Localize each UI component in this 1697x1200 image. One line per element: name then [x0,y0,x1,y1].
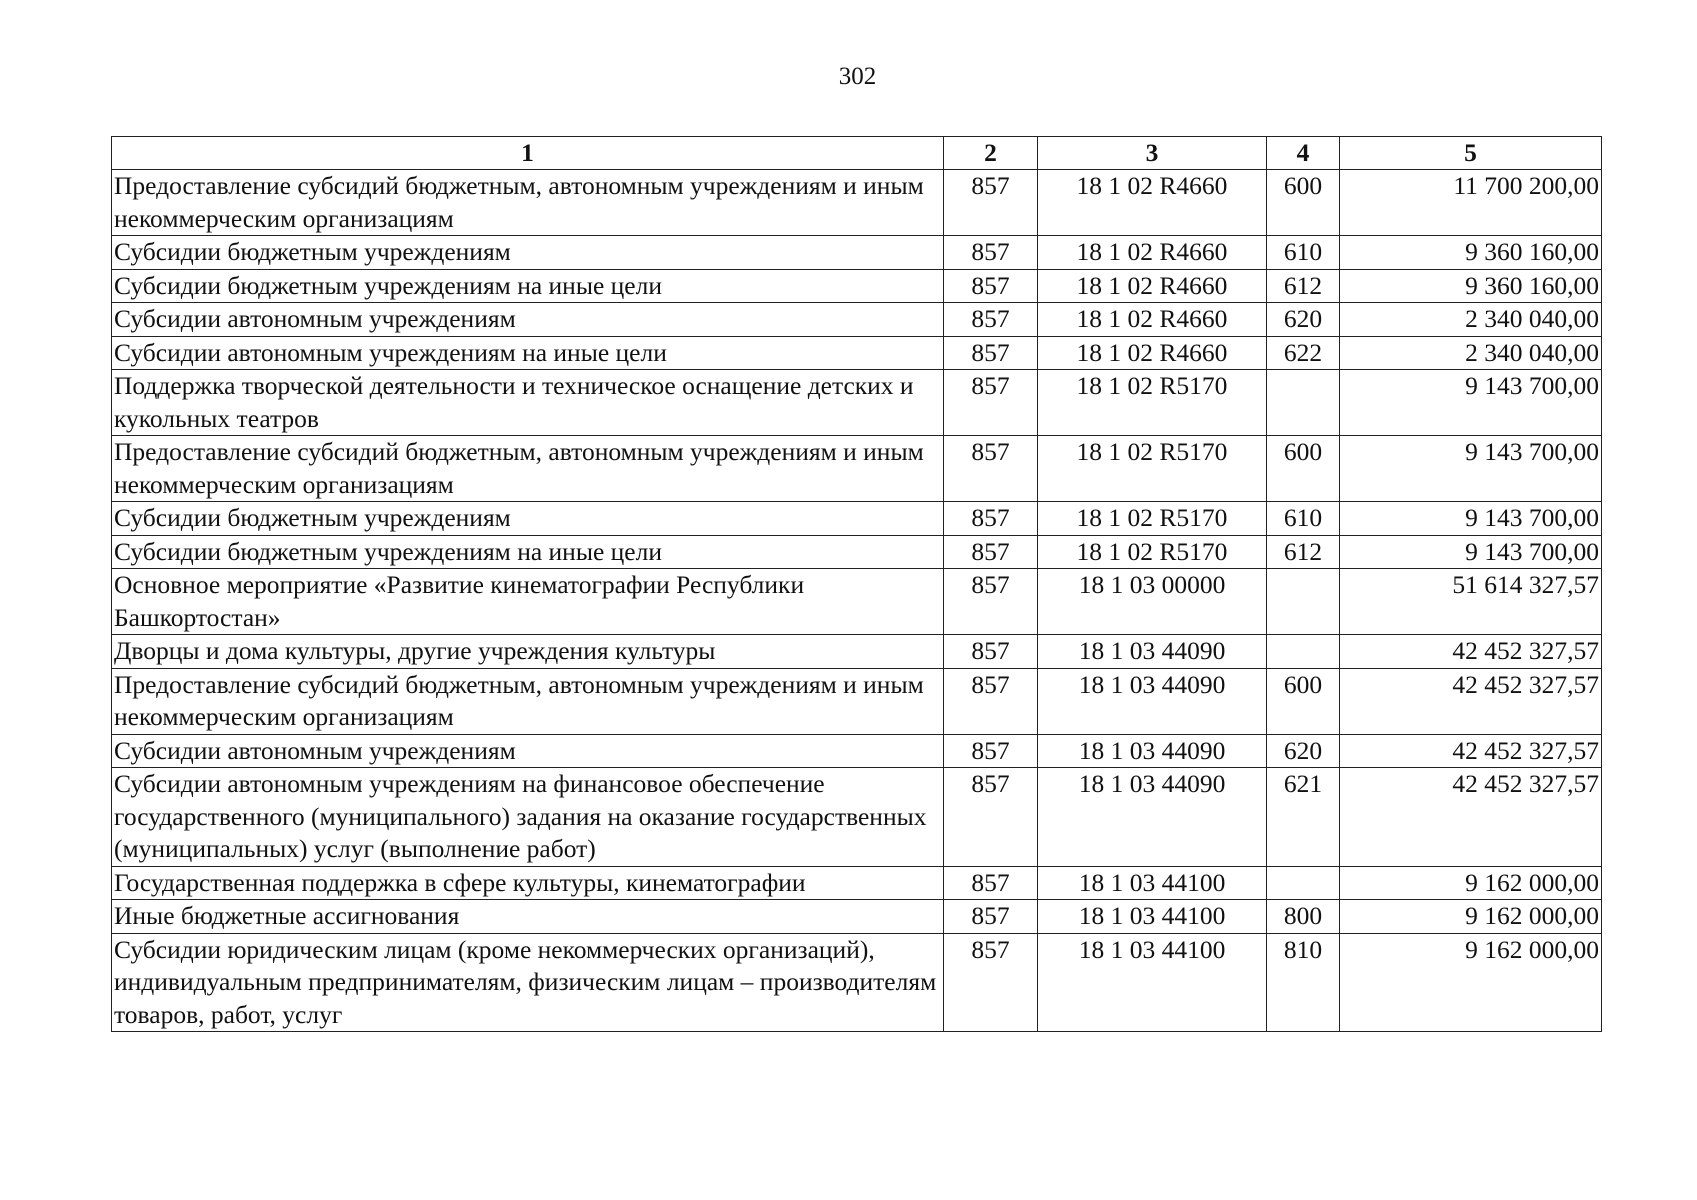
row-target-code: 18 1 02 R4660 [1038,236,1267,270]
budget-table [111,136,1602,1032]
row-target-code: 18 1 03 00000 [1038,569,1267,635]
row-description: Субсидии автономным учреждениям на иные цели [112,336,944,370]
table-row [112,734,1602,768]
row-amount: 9 143 700,00 [1340,436,1602,502]
row-admin-code: 857 [944,668,1038,734]
row-admin-code: 857 [944,170,1038,236]
header-row [112,137,1602,170]
table-row [112,635,1602,669]
row-target-code: 18 1 03 44100 [1038,933,1267,1032]
row-description: Субсидии бюджетным учреждениям на иные цели [112,535,944,569]
header-col-3: 3 [1038,137,1267,170]
table-row [112,668,1602,734]
table-row [112,170,1602,236]
row-expense-type: 612 [1267,269,1340,303]
row-target-code: 18 1 02 R5170 [1038,436,1267,502]
row-admin-code: 857 [944,370,1038,436]
row-expense-type: 810 [1267,933,1340,1032]
header-col-1: 1 [112,137,944,170]
row-description: Основное мероприятие «Развитие кинематографии Республики Башкортостан» [112,569,944,635]
row-amount: 9 360 160,00 [1340,269,1602,303]
row-target-code: 18 1 02 R4660 [1038,269,1267,303]
table-row [112,768,1602,867]
table-row [112,370,1602,436]
row-target-code: 18 1 02 R5170 [1038,502,1267,536]
row-description: Субсидии бюджетным учреждениям [112,236,944,270]
row-description: Дворцы и дома культуры, другие учреждения культуры [112,635,944,669]
row-target-code: 18 1 02 R4660 [1038,170,1267,236]
row-expense-type: 612 [1267,535,1340,569]
row-target-code: 18 1 02 R4660 [1038,336,1267,370]
row-admin-code: 857 [944,535,1038,569]
row-description: Субсидии юридическим лицам (кроме некоммерческих организаций), индивидуальным предпринимателям, физическим лицам – производителям товаров, работ, услуг [112,933,944,1032]
row-target-code: 18 1 02 R5170 [1038,535,1267,569]
header-col-2: 2 [944,137,1038,170]
table-row [112,900,1602,934]
row-admin-code: 857 [944,336,1038,370]
row-admin-code: 857 [944,866,1038,900]
row-expense-type: 621 [1267,768,1340,867]
header-col-5: 5 [1340,137,1602,170]
row-target-code: 18 1 03 44090 [1038,668,1267,734]
row-amount: 9 143 700,00 [1340,502,1602,536]
table-row [112,436,1602,502]
row-amount: 9 143 700,00 [1340,535,1602,569]
table-row [112,336,1602,370]
row-admin-code: 857 [944,436,1038,502]
row-target-code: 18 1 02 R5170 [1038,370,1267,436]
row-amount: 42 452 327,57 [1340,635,1602,669]
row-target-code: 18 1 03 44090 [1038,635,1267,669]
row-amount: 9 143 700,00 [1340,370,1602,436]
table-row [112,933,1602,1032]
row-expense-type [1267,866,1340,900]
row-expense-type: 620 [1267,303,1340,337]
row-target-code: 18 1 03 44100 [1038,900,1267,934]
row-expense-type [1267,635,1340,669]
row-description: Субсидии бюджетным учреждениям [112,502,944,536]
row-admin-code: 857 [944,635,1038,669]
table-row [112,502,1602,536]
row-description: Предоставление субсидий бюджетным, автономным учреждениям и иным некоммерческим организациям [112,170,944,236]
row-admin-code: 857 [944,734,1038,768]
table-row [112,269,1602,303]
row-amount: 9 162 000,00 [1340,933,1602,1032]
header-col-4: 4 [1267,137,1340,170]
row-description: Субсидии автономным учреждениям [112,734,944,768]
row-description: Предоставление субсидий бюджетным, автономным учреждениям и иным некоммерческим организациям [112,436,944,502]
row-expense-type [1267,569,1340,635]
row-amount: 51 614 327,57 [1340,569,1602,635]
row-amount: 42 452 327,57 [1340,668,1602,734]
row-expense-type: 610 [1267,236,1340,270]
row-description: Поддержка творческой деятельности и техническое оснащение детских и кукольных театров [112,370,944,436]
row-amount: 2 340 040,00 [1340,303,1602,337]
row-expense-type: 600 [1267,668,1340,734]
row-amount: 9 162 000,00 [1340,900,1602,934]
row-admin-code: 857 [944,900,1038,934]
row-amount: 9 162 000,00 [1340,866,1602,900]
row-amount: 42 452 327,57 [1340,734,1602,768]
row-expense-type: 620 [1267,734,1340,768]
row-description: Государственная поддержка в сфере культуры, кинематографии [112,866,944,900]
row-expense-type: 622 [1267,336,1340,370]
row-description: Субсидии автономным учреждениям [112,303,944,337]
row-admin-code: 857 [944,269,1038,303]
row-amount: 2 340 040,00 [1340,336,1602,370]
table-row [112,569,1602,635]
row-expense-type [1267,370,1340,436]
row-amount: 11 700 200,00 [1340,170,1602,236]
row-description: Субсидии бюджетным учреждениям на иные цели [112,269,944,303]
row-expense-type: 600 [1267,170,1340,236]
page-number: 302 [838,63,877,90]
row-target-code: 18 1 03 44100 [1038,866,1267,900]
row-expense-type: 600 [1267,436,1340,502]
row-description: Субсидии автономным учреждениям на финансовое обеспечение государственного (муниципального) задания на оказание государственных (муниципальных) услуг (выполнение работ) [112,768,944,867]
row-target-code: 18 1 03 44090 [1038,734,1267,768]
row-expense-type: 610 [1267,502,1340,536]
row-admin-code: 857 [944,236,1038,270]
row-amount: 9 360 160,00 [1340,236,1602,270]
table-row [112,535,1602,569]
row-expense-type: 800 [1267,900,1340,934]
row-target-code: 18 1 02 R4660 [1038,303,1267,337]
row-target-code: 18 1 03 44090 [1038,768,1267,867]
row-description: Предоставление субсидий бюджетным, автономным учреждениям и иным некоммерческим организациям [112,668,944,734]
row-admin-code: 857 [944,569,1038,635]
row-admin-code: 857 [944,303,1038,337]
row-admin-code: 857 [944,502,1038,536]
table-row [112,866,1602,900]
row-description: Иные бюджетные ассигнования [112,900,944,934]
row-admin-code: 857 [944,933,1038,1032]
row-amount: 42 452 327,57 [1340,768,1602,867]
table-row [112,236,1602,270]
row-admin-code: 857 [944,768,1038,867]
table-row [112,303,1602,337]
